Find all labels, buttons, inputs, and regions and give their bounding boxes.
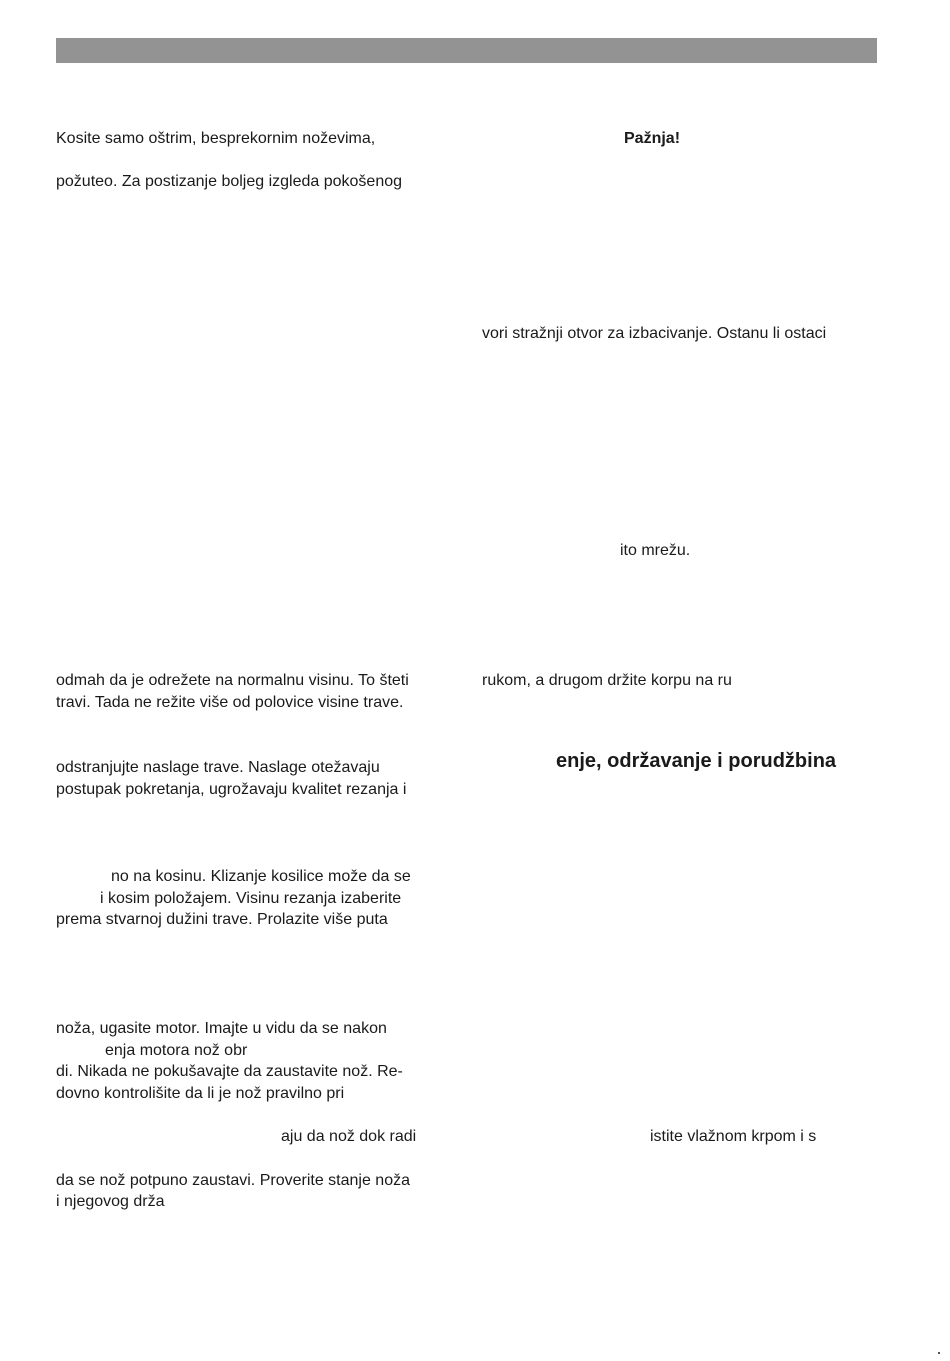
left-text-line: odstranjujte naslage trave. Naslage otežavaju [56, 759, 380, 776]
left-text-line: dovno kontrolišite da li je nož pravilno pri [56, 1085, 345, 1102]
header-bar [56, 38, 877, 63]
page-mark [938, 1352, 940, 1354]
left-text-line: postupak pokretanja, ugrožavaju kvalitet rezanja i [56, 781, 407, 798]
right-text-line: vori stražnji otvor za izbacivanje. Ostanu li ostaci [482, 325, 827, 342]
left-text-line: no na kosinu. Klizanje kosilice može da se [111, 868, 411, 885]
left-text-line: aju da nož dok radi [281, 1128, 417, 1145]
left-text-line: prema stvarnoj dužini trave. Prolazite više puta [56, 911, 388, 928]
left-text-line: travi. Tada ne režite više od polovice visine trave. [56, 694, 404, 711]
section-heading: enje, održavanje i porudžbina [556, 750, 837, 772]
left-text-line: da se nož potpuno zaustavi. Proverite stanje noža [56, 1172, 410, 1189]
left-text-line: i njegovog drža [56, 1193, 165, 1210]
left-text-line: noža, ugasite motor. Imajte u vidu da se nakon [56, 1020, 387, 1037]
left-text-line: i kosim položajem. Visinu rezanja izaberite [100, 890, 402, 907]
left-text-line: enja motora nož obr [105, 1042, 248, 1059]
left-text-line: Kosite samo oštrim, besprekornim noževima, [56, 130, 376, 147]
right-text-line: rukom, a drugom držite korpu na ru [482, 672, 732, 689]
warning-label: Pažnja! [624, 130, 681, 147]
left-text-line: požuteo. Za postizanje boljeg izgleda pokošenog [56, 173, 403, 190]
left-text-line: odmah da je odrežete na normalnu visinu. To šteti [56, 672, 409, 689]
right-text-line: istite vlažnom krpom i s [650, 1128, 817, 1145]
left-text-line: di. Nikada ne pokušavajte da zaustavite nož. Re- [56, 1063, 403, 1080]
right-text-line: ito mrežu. [620, 542, 691, 559]
